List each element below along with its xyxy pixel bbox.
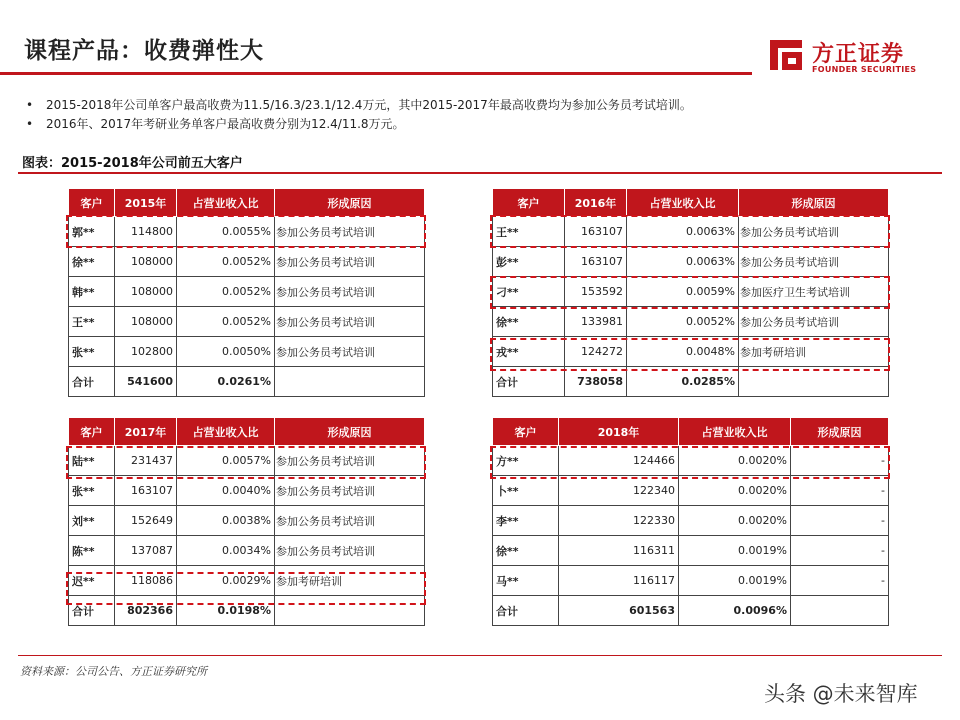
reason-cell: - [791, 566, 889, 596]
reason-cell: 参加公务员考试培训 [275, 217, 425, 247]
customer-cell: 李** [493, 506, 559, 536]
amount-cell: 108000 [115, 247, 177, 277]
column-header: 客户 [69, 189, 115, 217]
founder-logo [766, 34, 936, 80]
reason-cell: - [791, 506, 889, 536]
total-label: 合计 [493, 596, 559, 626]
customer-cell: 韩** [69, 277, 115, 307]
bullet-dot: • [26, 117, 34, 131]
ratio-cell: 0.0040% [177, 476, 275, 506]
ratio-cell: 0.0020% [679, 476, 791, 506]
page-title: 课程产品：收费弹性大 [24, 38, 264, 64]
column-header: 形成原因 [275, 418, 425, 446]
table-2015 [68, 188, 425, 397]
founder-logo-icon [766, 34, 806, 74]
ratio-cell: 0.0052% [177, 307, 275, 337]
table-row [69, 536, 425, 566]
customer-cell: 王** [493, 217, 565, 247]
column-header: 占营业收入比 [627, 189, 739, 217]
table-row [493, 247, 889, 277]
amount-cell: 108000 [115, 277, 177, 307]
table-row [493, 307, 889, 337]
table-row [69, 307, 425, 337]
amount-cell: 116311 [559, 536, 679, 566]
total-label: 合计 [493, 367, 565, 397]
table-row [493, 217, 889, 247]
column-header: 形成原因 [275, 189, 425, 217]
total-row [69, 367, 425, 397]
column-header: 占营业收入比 [177, 418, 275, 446]
total-amount: 802366 [115, 596, 177, 626]
table-row [69, 337, 425, 367]
customer-cell: 徐** [493, 536, 559, 566]
ratio-cell: 0.0038% [177, 506, 275, 536]
customer-cell: 刘** [69, 506, 115, 536]
logo-text-cn: 方正证券 [812, 42, 905, 67]
table-row [69, 247, 425, 277]
ratio-cell: 0.0029% [177, 566, 275, 596]
ratio-cell: 0.0020% [679, 446, 791, 476]
column-header: 2015年 [115, 189, 177, 217]
table-row [493, 506, 889, 536]
table-row [69, 506, 425, 536]
ratio-cell: 0.0034% [177, 536, 275, 566]
ratio-cell: 0.0063% [627, 217, 739, 247]
figure-rule [18, 172, 942, 174]
bullet-item: • 2016年、2017年考研业务单客户最高收费分别为12.4/11.8万元。 [26, 115, 692, 134]
amount-cell: 231437 [115, 446, 177, 476]
table-row [493, 446, 889, 476]
reason-cell: - [791, 476, 889, 506]
total-ratio: 0.0285% [627, 367, 739, 397]
reason-cell: 参加公务员考试培训 [275, 536, 425, 566]
table-row [69, 476, 425, 506]
total-amount: 738058 [565, 367, 627, 397]
ratio-cell: 0.0052% [177, 247, 275, 277]
amount-cell: 116117 [559, 566, 679, 596]
table-header-row [493, 418, 889, 446]
amount-cell: 122330 [559, 506, 679, 536]
reason-cell: - [791, 536, 889, 566]
reason-cell: 参加公务员考试培训 [275, 247, 425, 277]
table-row [493, 277, 889, 307]
reason-cell: 参加公务员考试培训 [275, 337, 425, 367]
table-header-row [493, 189, 889, 217]
table-2016 [492, 188, 889, 397]
table-header-row [69, 418, 425, 446]
table-2018 [492, 417, 889, 626]
table-row [493, 476, 889, 506]
ratio-cell: 0.0059% [627, 277, 739, 307]
total-reason [739, 367, 889, 397]
header-rule [0, 72, 752, 75]
amount-cell: 152649 [115, 506, 177, 536]
column-header: 客户 [69, 418, 115, 446]
customer-cell: 陈** [69, 536, 115, 566]
figure-title: 图表：2015-2018年公司前五大客户 [22, 156, 243, 171]
logo-text-en: FOUNDER SECURITIES [812, 65, 917, 74]
table-row [69, 446, 425, 476]
table-row [493, 337, 889, 367]
footer-rule [18, 655, 942, 656]
column-header: 形成原因 [739, 189, 889, 217]
ratio-cell: 0.0063% [627, 247, 739, 277]
ratio-cell: 0.0019% [679, 536, 791, 566]
customer-cell: 徐** [69, 247, 115, 277]
amount-cell: 108000 [115, 307, 177, 337]
customer-cell: 迟** [69, 566, 115, 596]
column-header: 形成原因 [791, 418, 889, 446]
source-note: 资料来源：公司公告、方正证券研究所 [20, 665, 207, 678]
amount-cell: 118086 [115, 566, 177, 596]
customer-cell: 戎** [493, 337, 565, 367]
column-header: 2017年 [115, 418, 177, 446]
watermark: 头条 @未来智库 [764, 682, 918, 706]
ratio-cell: 0.0055% [177, 217, 275, 247]
customer-cell: 陆** [69, 446, 115, 476]
amount-cell: 153592 [565, 277, 627, 307]
table-row [493, 566, 889, 596]
column-header: 2016年 [565, 189, 627, 217]
table-2017 [68, 417, 425, 626]
ratio-cell: 0.0057% [177, 446, 275, 476]
total-row [69, 596, 425, 626]
customer-cell: 马** [493, 566, 559, 596]
customer-cell: 郭** [69, 217, 115, 247]
table-header-row [69, 189, 425, 217]
column-header: 占营业收入比 [177, 189, 275, 217]
amount-cell: 124466 [559, 446, 679, 476]
amount-cell: 163107 [565, 217, 627, 247]
total-label: 合计 [69, 367, 115, 397]
amount-cell: 163107 [565, 247, 627, 277]
bullet-list [26, 96, 692, 134]
customer-cell: 张** [69, 337, 115, 367]
ratio-cell: 0.0048% [627, 337, 739, 367]
total-amount: 541600 [115, 367, 177, 397]
reason-cell: 参加公务员考试培训 [739, 247, 889, 277]
reason-cell: - [791, 446, 889, 476]
customer-cell: 王** [69, 307, 115, 337]
reason-cell: 参加考研培训 [275, 566, 425, 596]
table-row [69, 566, 425, 596]
amount-cell: 102800 [115, 337, 177, 367]
column-header: 占营业收入比 [679, 418, 791, 446]
total-ratio: 0.0198% [177, 596, 275, 626]
column-header: 客户 [493, 189, 565, 217]
total-reason [791, 596, 889, 626]
column-header: 2018年 [559, 418, 679, 446]
reason-cell: 参加公务员考试培训 [275, 307, 425, 337]
reason-cell: 参加公务员考试培训 [275, 506, 425, 536]
total-amount: 601563 [559, 596, 679, 626]
ratio-cell: 0.0050% [177, 337, 275, 367]
total-label: 合计 [69, 596, 115, 626]
amount-cell: 124272 [565, 337, 627, 367]
customer-cell: 卜** [493, 476, 559, 506]
table-row [69, 217, 425, 247]
reason-cell: 参加公务员考试培训 [275, 277, 425, 307]
reason-cell: 参加公务员考试培训 [739, 217, 889, 247]
table-row [493, 536, 889, 566]
reason-cell: 参加公务员考试培训 [739, 307, 889, 337]
bullet-dot: • [26, 98, 34, 112]
customer-cell: 张** [69, 476, 115, 506]
column-header: 客户 [493, 418, 559, 446]
table-row [69, 277, 425, 307]
reason-cell: 参加公务员考试培训 [275, 446, 425, 476]
ratio-cell: 0.0052% [177, 277, 275, 307]
amount-cell: 163107 [115, 476, 177, 506]
customer-cell: 彭** [493, 247, 565, 277]
ratio-cell: 0.0020% [679, 506, 791, 536]
amount-cell: 137087 [115, 536, 177, 566]
amount-cell: 122340 [559, 476, 679, 506]
total-row [493, 596, 889, 626]
total-reason [275, 596, 425, 626]
total-ratio: 0.0096% [679, 596, 791, 626]
reason-cell: 参加医疗卫生考试培训 [739, 277, 889, 307]
reason-cell: 参加考研培训 [739, 337, 889, 367]
amount-cell: 114800 [115, 217, 177, 247]
ratio-cell: 0.0052% [627, 307, 739, 337]
customer-cell: 方** [493, 446, 559, 476]
customer-cell: 徐** [493, 307, 565, 337]
ratio-cell: 0.0019% [679, 566, 791, 596]
customer-cell: 刁** [493, 277, 565, 307]
total-ratio: 0.0261% [177, 367, 275, 397]
amount-cell: 133981 [565, 307, 627, 337]
bullet-item: • 2015-2018年公司单客户最高收费为11.5/16.3/23.1/12.4万元，其中2015-2017年最高收费均为参加公务员考试培训。 [26, 96, 692, 115]
total-reason [275, 367, 425, 397]
total-row [493, 367, 889, 397]
reason-cell: 参加公务员考试培训 [275, 476, 425, 506]
